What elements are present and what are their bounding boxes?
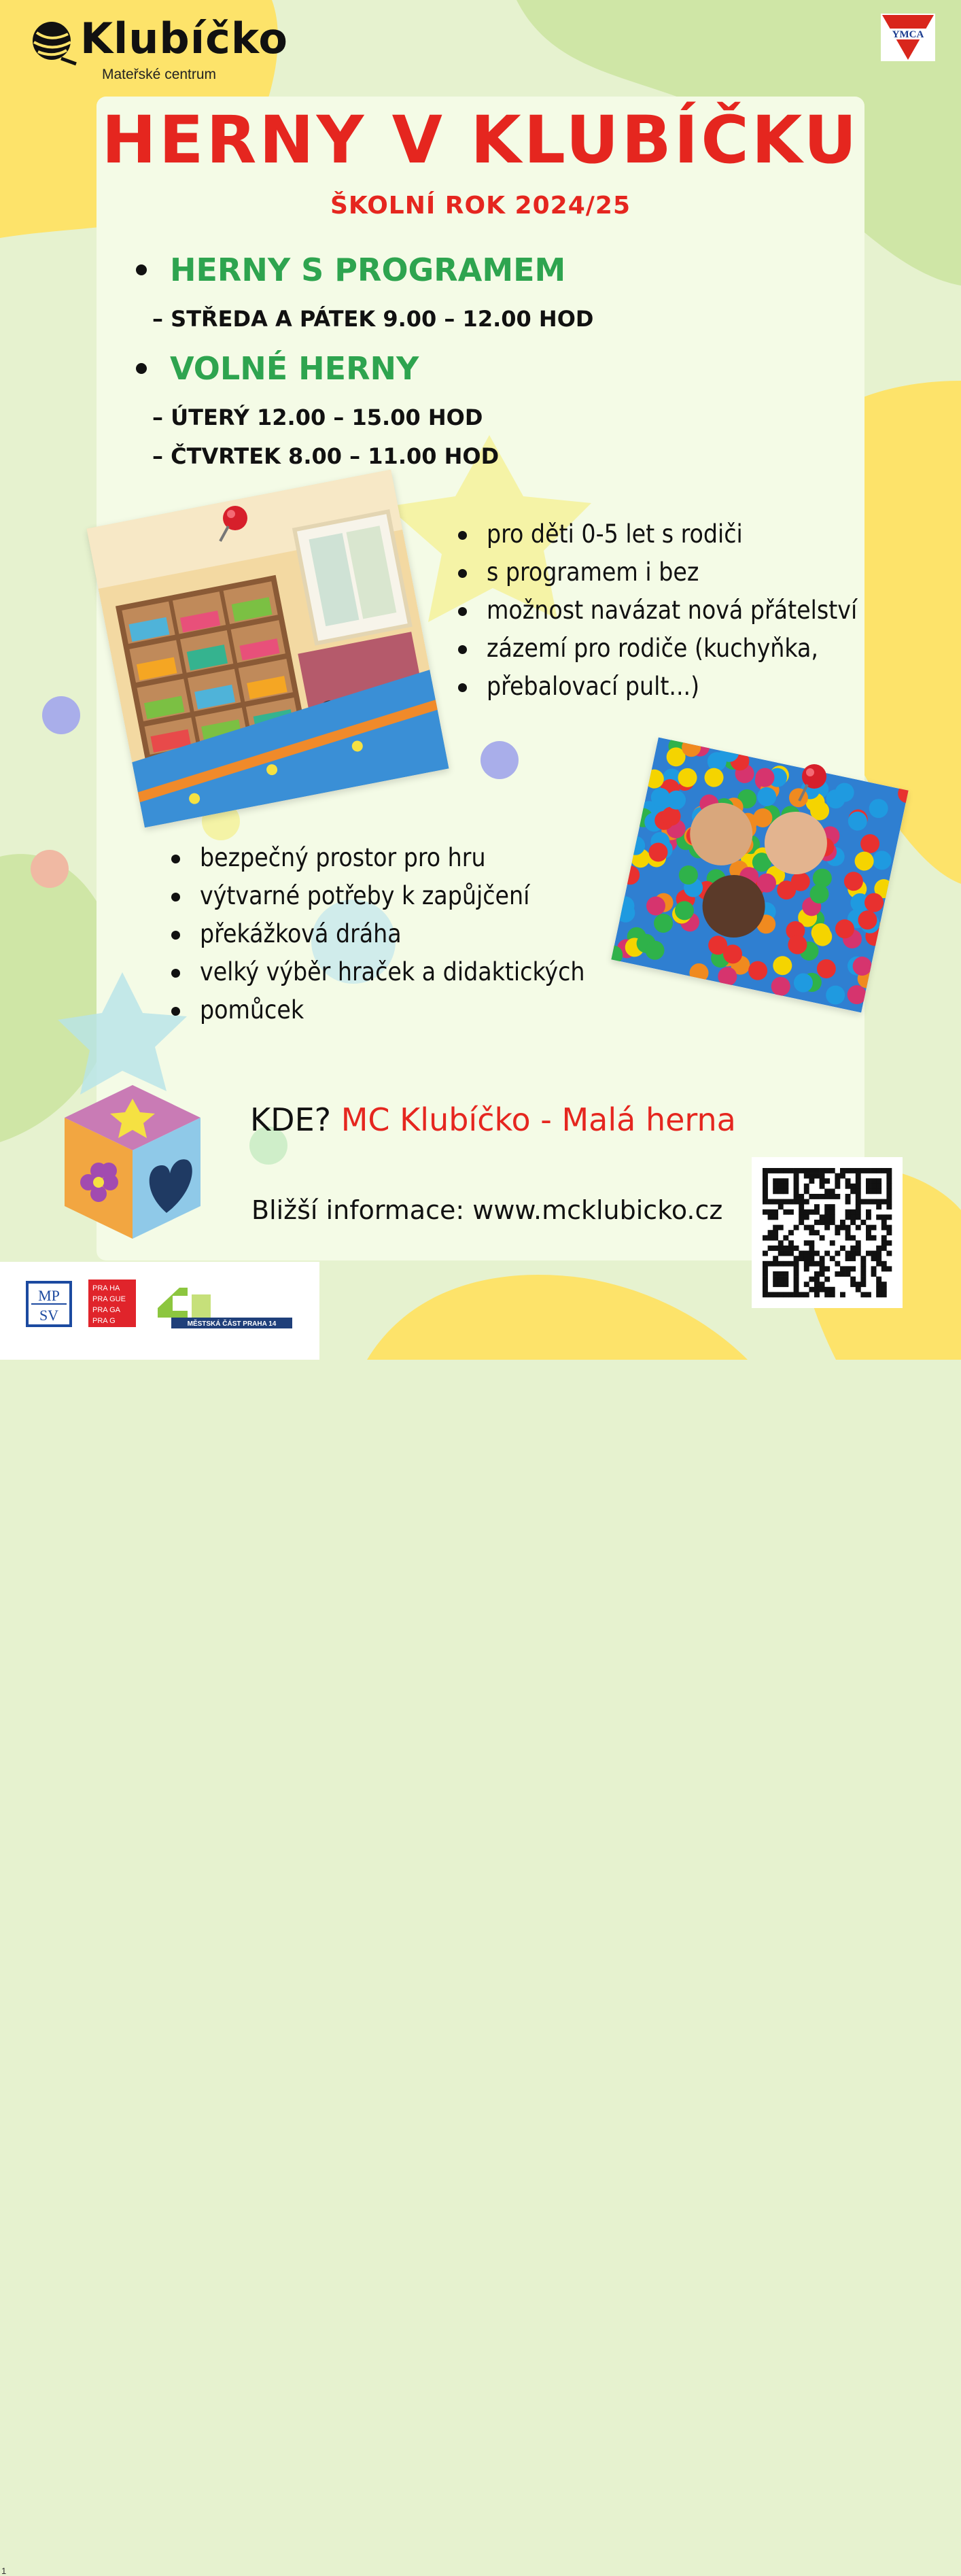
- yarn-ball-icon: [27, 19, 82, 67]
- bullet-icon: [136, 264, 147, 275]
- praha14-logo: [152, 1281, 292, 1328]
- contact-info: Bližší informace: www.mcklubicko.cz: [251, 1195, 723, 1225]
- list-item: výtvarné potřeby k zapůjčení: [167, 877, 585, 915]
- ymca-text: YMCA: [892, 29, 924, 40]
- dot-peach: [31, 850, 69, 888]
- praha-line: PRA GA: [92, 1306, 120, 1314]
- toy-cube-icon: [61, 1084, 204, 1241]
- section-heading-text: VOLNÉ HERNY: [170, 350, 419, 387]
- schedule-line: – STŘEDA A PÁTEK 9.00 – 12.00 HOD: [152, 306, 594, 332]
- mpsv-top-text: MP: [38, 1287, 60, 1304]
- bullet-icon: [136, 363, 147, 374]
- praha-logo: [88, 1280, 136, 1327]
- playroom-photo: [86, 470, 449, 828]
- location-label: KDE?: [250, 1101, 332, 1138]
- list-item: pro děti 0-5 let s rodiči: [454, 515, 857, 553]
- list-item: zázemí pro rodiče (kuchyňka,: [454, 630, 857, 668]
- list-item: s programem i bez: [454, 553, 857, 591]
- list-item: možnost navázat nová přátelství: [454, 591, 857, 630]
- schedule-line: – ÚTERÝ 12.00 – 15.00 HOD: [152, 405, 483, 430]
- section-heading-text: HERNY S PROGRAMEM: [170, 252, 566, 288]
- location-line: [250, 1101, 736, 1138]
- praha-line: PRA HA: [92, 1284, 120, 1292]
- mpsv-logo: [26, 1281, 72, 1327]
- sponsor-logos: [0, 1262, 319, 2576]
- pushpin-icon: [211, 503, 251, 551]
- praha-line: PRA GUE: [92, 1295, 126, 1303]
- schedule-line: – ČTVRTEK 8.00 – 11.00 HOD: [152, 443, 500, 469]
- dot-purple-2: [480, 741, 519, 779]
- brand-name: Klubíčko: [80, 14, 288, 63]
- ymca-logo: [881, 14, 935, 61]
- page-number: 1: [1, 2566, 7, 2576]
- qr-code[interactable]: [752, 1157, 903, 1308]
- location-value: MC Klubíčko - Malá herna: [340, 1101, 736, 1138]
- section-heading-free: [136, 350, 419, 387]
- brand-tagline: Mateřské centrum: [102, 67, 217, 82]
- praha-line: PRA G: [92, 1317, 116, 1325]
- section-heading-program: [136, 252, 565, 288]
- list-item: bezpečný prostor pro hru: [167, 839, 585, 877]
- list-item: překážková dráha: [167, 915, 585, 953]
- praha14-text: MĚSTSKÁ ČÁST PRAHA 14: [187, 1320, 277, 1328]
- list-item-continuation: přebalovací pult...): [454, 668, 857, 706]
- list-item-continuation: pomůcek: [167, 991, 585, 1029]
- dot-purple: [42, 696, 80, 734]
- mpsv-bottom-text: SV: [39, 1307, 59, 1324]
- page-title: HERNY V KLUBÍČKU: [101, 102, 860, 178]
- page-subtitle: ŠKOLNÍ ROK 2024/25: [330, 192, 631, 220]
- list-item: velký výběr hraček a didaktických: [167, 953, 585, 991]
- features-list-top: [454, 515, 857, 706]
- features-list-bottom: [167, 839, 585, 1029]
- pushpin-icon: [787, 760, 835, 808]
